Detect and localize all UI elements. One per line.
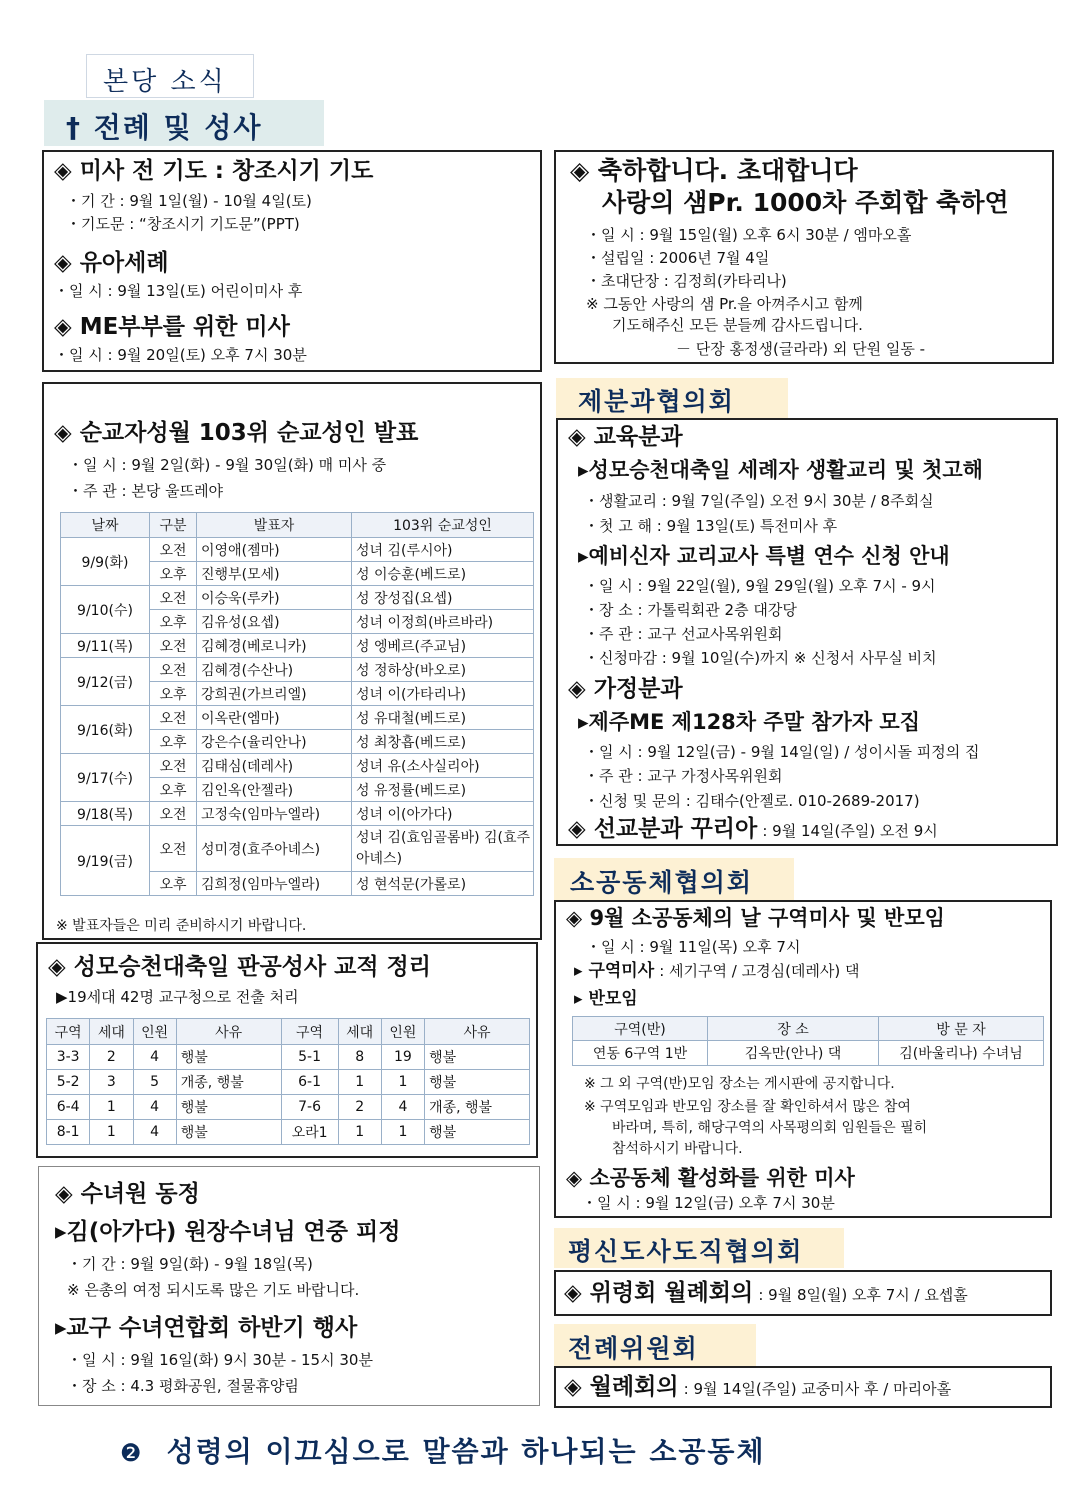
baptism-date: ・일 시 : 9월 13일(토) 어린이미사 후 [54, 282, 303, 300]
col-people: 인원 [133, 1019, 176, 1045]
table-row [47, 1070, 530, 1095]
col-visitor: 방 문 자 [879, 1017, 1044, 1041]
col-presenter: 발표자 [197, 513, 352, 538]
community-note-4: 참석하시기 바랍니다. [612, 1141, 743, 1157]
page-number-icon: ❷ [120, 1439, 142, 1467]
edu-line-6: ・신청마감 : 9월 10일(수)까지 ※ 신청서 사무실 비치 [584, 649, 937, 667]
council-tag-text: 제분과협의회 [578, 387, 735, 416]
cell: 7-6 [281, 1095, 338, 1120]
edu-line-4: ・장 소 : 가톨릭회관 2층 대강당 [584, 601, 797, 619]
liturgy-box [42, 150, 542, 372]
cell: 3-3 [47, 1045, 90, 1070]
row-saint: 성녀 유(소사실리아) [352, 754, 534, 778]
laity-tag [554, 1228, 844, 1268]
cell: 8-1 [47, 1120, 90, 1145]
sisters-item-1-note: ※ 은총의 여정 되시도록 많은 기도 바랍니다. [67, 1281, 360, 1299]
row-saint: 성녀 김(루시아) [352, 538, 534, 562]
row-presenter: 김혜경(수산나) [197, 658, 352, 682]
table-row [47, 1095, 530, 1120]
cell: 개종, 행불 [176, 1070, 281, 1095]
row-saint: 성녀 김(효임골롬바) 김(효주아녜스) [352, 826, 534, 872]
col-area: 구역 [281, 1019, 338, 1045]
cell: 19 [381, 1045, 424, 1070]
table-row [61, 586, 534, 610]
row-saint: 성 엥베르(주교님) [352, 634, 534, 658]
liturgy-committee-tag-text: 전례위원회 [568, 1334, 699, 1363]
community-date: ・일 시 : 9월 11일(목) 오후 7시 [586, 938, 801, 956]
community-mass-label: ▸ 구역미사 [574, 961, 655, 981]
community-mass [574, 960, 860, 983]
row-type: 오후 [150, 562, 197, 586]
congrats-date: ・일 시 : 9월 15일(월) 오후 6시 30분 / 엠마오홀 [586, 226, 912, 244]
mission-date: : 9월 14일(주일) 오전 9시 [762, 822, 938, 840]
row-date: 9/12(금) [61, 658, 150, 706]
cell: 2 [90, 1045, 133, 1070]
family-line-2: ・주 관 : 교구 가정사목위원회 [584, 767, 783, 785]
meeting-table [572, 1016, 1044, 1066]
row-presenter: 고정숙(임마누엘라) [197, 802, 352, 826]
cell: 2 [338, 1095, 381, 1120]
community-note-2: ※ 구역모임과 반모임 장소를 잘 확인하셔서 많은 참여 [584, 1099, 911, 1115]
martyrs-table [60, 512, 534, 896]
assumption-title: ◈ 성모승천대축일 판공성사 교적 정리 [48, 954, 431, 980]
row-saint: 성 정하상(바오로) [352, 658, 534, 682]
sisters-item-1-period: ・기 간 : 9월 9일(화) - 9월 18일(목) [67, 1255, 313, 1273]
row-type: 오후 [150, 872, 197, 896]
col-households: 세대 [338, 1019, 381, 1045]
congrats-note-1: ※ 그동안 사랑의 샘 Pr.을 아껴주시고 함께 [586, 295, 863, 313]
cell: 1 [90, 1120, 133, 1145]
col-area: 구역(반) [573, 1017, 708, 1041]
row-type: 오전 [150, 802, 197, 826]
community-title: ◈ 9월 소공동체의 날 구역미사 및 반모임 [566, 906, 945, 930]
col-saint: 103위 순교성인 [352, 513, 534, 538]
assumption-box [36, 942, 538, 1158]
mission-title: ◈ 선교분과 꾸리아 [568, 816, 758, 842]
edu-title: ◈ 교육분과 [568, 424, 683, 450]
cell: 1 [338, 1120, 381, 1145]
cell: 오라1 [281, 1120, 338, 1145]
community-tag-text: 소공동체협의회 [570, 868, 754, 897]
row-type: 오후 [150, 778, 197, 802]
council-box [556, 418, 1058, 846]
community-box [554, 900, 1052, 1218]
row-saint: 성 이승훈(베드로) [352, 562, 534, 586]
col-type: 구분 [150, 513, 197, 538]
cell: 4 [381, 1095, 424, 1120]
col-place: 장 소 [708, 1017, 879, 1041]
table-row [61, 706, 534, 730]
cell: 1 [90, 1095, 133, 1120]
row-presenter: 김혜경(베로니카) [197, 634, 352, 658]
row-presenter: 김희정(임마누엘라) [197, 872, 352, 896]
col-area: 구역 [47, 1019, 90, 1045]
cell: 행불 [176, 1095, 281, 1120]
row-presenter: 이옥란(엠마) [197, 706, 352, 730]
row-saint: 성 현석문(가롤로) [352, 872, 534, 896]
footer-motto: 성령의 이끄심으로 말씀과 하나되는 소공동체 [166, 1435, 766, 1468]
family-sub: ▸제주ME 제128차 주말 참가자 모집 [578, 710, 921, 734]
row-date: 9/9(화) [61, 538, 150, 586]
row-type: 오전 [150, 754, 197, 778]
category-text: † 전례 및 성사 [66, 111, 263, 144]
congrats-note-2: 기도해주신 모든 분들께 감사드립니다. [612, 316, 863, 334]
cell: 1 [381, 1070, 424, 1095]
row-date: 9/10(수) [61, 586, 150, 634]
cell: 8 [338, 1045, 381, 1070]
edu-sub-2: ▸예비신자 교리교사 특별 연수 신청 안내 [578, 544, 950, 568]
cell: 연동 6구역 1반 [573, 1041, 708, 1066]
row-date: 9/18(목) [61, 802, 150, 826]
sisters-title: ◈ 수녀원 동정 [55, 1181, 200, 1207]
edu-line-2: ・첫 고 해 : 9월 13일(토) 특전미사 후 [584, 517, 838, 535]
cell: 3 [90, 1070, 133, 1095]
category-tag [44, 100, 324, 146]
community-meeting-label: ▸ 반모임 [574, 989, 638, 1009]
congrats-subtitle: 사랑의 샘Pr. 1000차 주회합 축하연 [602, 188, 1009, 217]
congrats-title: ◈ 축하합니다. 초대합니다 [570, 156, 858, 185]
edu-line-1: ・생활교리 : 9월 7일(주일) 오전 9시 30분 / 8주회실 [584, 492, 934, 510]
community-note-1: ※ 그 외 구역(반)모임 장소는 게시판에 공지합니다. [584, 1076, 895, 1092]
liturgy-committee-text: : 9월 14일(주일) 교중미사 후 / 마리아홀 [683, 1380, 952, 1398]
row-type: 오후 [150, 682, 197, 706]
prayer-period: ・기 간 : 9월 1일(월) - 10월 4일(토) [66, 192, 312, 210]
edu-line-5: ・주 관 : 교구 선교사목위원회 [584, 625, 783, 643]
table-row [61, 634, 534, 658]
congrats-sign: － 단장 홍정생(글라라) 외 단원 일동 - [676, 340, 926, 358]
table-row [47, 1120, 530, 1145]
sisters-item-1: ▸김(아가다) 원장수녀님 연중 피정 [55, 1219, 401, 1245]
laity-text: : 9월 8일(월) 오후 7시 / 요셉홀 [758, 1286, 968, 1304]
congrats-founded: ・설립일 : 2006년 7월 4일 [586, 249, 770, 267]
martyrs-title: ◈ 순교자성월 103위 순교성인 발표 [54, 420, 419, 446]
row-presenter: 김인옥(안젤라) [197, 778, 352, 802]
liturgy-committee-tag [554, 1324, 756, 1366]
cell: 4 [133, 1045, 176, 1070]
cell: 6-1 [281, 1070, 338, 1095]
community-note-3: 바라며, 특히, 해당구역의 사목평의회 임원들은 필히 [612, 1120, 928, 1136]
congrats-leader: ・초대단장 : 김정희(카타리나) [586, 272, 787, 290]
row-saint: 성녀 이(아가다) [352, 802, 534, 826]
family-line-3: ・신청 및 문의 : 김태수(안젤로. 010-2689-2017) [584, 792, 920, 810]
row-saint: 성 장성집(요셉) [352, 586, 534, 610]
row-date: 9/17(수) [61, 754, 150, 802]
sisters-item-2: ▸교구 수녀연합회 하반기 행사 [55, 1315, 358, 1341]
edu-sub-1: ▸성모승천대축일 세례자 생활교리 및 첫고해 [578, 458, 983, 482]
col-households: 세대 [90, 1019, 133, 1045]
row-type: 오후 [150, 730, 197, 754]
congrats-box [554, 150, 1054, 364]
table-row [61, 826, 534, 872]
cell: 4 [133, 1120, 176, 1145]
cell: 1 [381, 1120, 424, 1145]
baptism-title: ◈ 유아세례 [54, 250, 169, 276]
cell: 4 [133, 1095, 176, 1120]
laity-tag-text: 평신도사도직협의회 [568, 1237, 804, 1266]
cell: 김(바울리나) 수녀님 [879, 1041, 1044, 1066]
martyrs-date: ・일 시 : 9월 2일(화) - 9월 30일(화) 매 미사 중 [68, 456, 387, 474]
col-people: 인원 [381, 1019, 424, 1045]
prayer-title: ◈ 미사 전 기도 : 창조시기 기도 [54, 158, 374, 184]
row-presenter: 이영애(젬마) [197, 538, 352, 562]
row-type: 오전 [150, 538, 197, 562]
family-line-1: ・일 시 : 9월 12일(금) - 9월 14일(일) / 성이시돌 피정의 집 [584, 743, 980, 761]
sisters-item-2-date: ・일 시 : 9월 16일(화) 9시 30분 - 15시 30분 [67, 1351, 373, 1369]
family-title: ◈ 가정분과 [568, 676, 683, 702]
laity-title: ◈ 위령회 월례회의 [564, 1280, 754, 1306]
mission-line [568, 814, 938, 844]
row-presenter: 강은수(율리안나) [197, 730, 352, 754]
cell: 6-4 [47, 1095, 90, 1120]
row-presenter: 김유성(요셉) [197, 610, 352, 634]
cell: 행불 [425, 1070, 530, 1095]
community-mass-text: : 세기구역 / 고경심(데레사) 댁 [659, 962, 860, 980]
row-type: 오전 [150, 658, 197, 682]
col-reason: 사유 [425, 1019, 530, 1045]
sisters-box [38, 1166, 540, 1406]
sisters-item-2-place: ・장 소 : 4.3 평화공원, 절물휴양림 [67, 1377, 299, 1395]
liturgy-committee-title: ◈ 월례회의 [564, 1374, 679, 1400]
liturgy-committee-line [564, 1372, 951, 1402]
table-row [573, 1041, 1044, 1066]
cell: 행불 [176, 1045, 281, 1070]
row-saint: 성 유대철(베드로) [352, 706, 534, 730]
me-date: ・일 시 : 9월 20일(토) 오후 7시 30분 [54, 346, 307, 364]
row-presenter: 성미경(효주아녜스) [197, 826, 352, 872]
cell: 1 [338, 1070, 381, 1095]
table-row [61, 538, 534, 562]
community-mass-title: ◈ 소공동체 활성화를 위한 미사 [566, 1166, 855, 1190]
liturgy-committee-box [554, 1366, 1052, 1408]
laity-box [554, 1270, 1052, 1316]
martyrs-host: ・주 관 : 본당 울뜨레야 [68, 482, 224, 500]
row-saint: 성 유정률(베드로) [352, 778, 534, 802]
row-presenter: 이승욱(루카) [197, 586, 352, 610]
row-saint: 성녀 이정희(바르바라) [352, 610, 534, 634]
cell: 김옥만(안나) 댁 [708, 1041, 879, 1066]
row-type: 오전 [150, 634, 197, 658]
row-type: 오전 [150, 706, 197, 730]
prayer-text: ・기도문 : “창조시기 기도문”(PPT) [66, 215, 300, 233]
community-mass-date: ・일 시 : 9월 12일(금) 오후 7시 30분 [582, 1194, 835, 1212]
cell: 5-1 [281, 1045, 338, 1070]
cell: 행불 [425, 1120, 530, 1145]
row-presenter: 김태심(데레사) [197, 754, 352, 778]
cell: 개종, 행불 [425, 1095, 530, 1120]
me-title: ◈ ME부부를 위한 미사 [54, 314, 290, 340]
footer [120, 1430, 766, 1470]
row-date: 9/19(금) [61, 826, 150, 896]
row-type: 오전 [150, 826, 197, 872]
row-type: 오후 [150, 610, 197, 634]
col-reason: 사유 [176, 1019, 281, 1045]
row-presenter: 진행부(모세) [197, 562, 352, 586]
assumption-table [46, 1018, 530, 1145]
cell: 5-2 [47, 1070, 90, 1095]
edu-line-3: ・일 시 : 9월 22일(월), 9월 29일(월) 오후 7시 - 9시 [584, 577, 936, 595]
row-saint: 성녀 이(가타리나) [352, 682, 534, 706]
cell: 행불 [425, 1045, 530, 1070]
assumption-sub: ▶19세대 42명 교구청으로 전출 처리 [56, 988, 299, 1006]
table-row [61, 658, 534, 682]
martyrs-box [42, 382, 542, 940]
cell: 행불 [176, 1120, 281, 1145]
row-presenter: 강희권(가브리엘) [197, 682, 352, 706]
col-date: 날짜 [61, 513, 150, 538]
row-date: 9/16(화) [61, 706, 150, 754]
table-row [61, 754, 534, 778]
table-row [47, 1045, 530, 1070]
row-type: 오전 [150, 586, 197, 610]
laity-line [564, 1278, 968, 1308]
council-tag [556, 378, 788, 418]
cell: 5 [133, 1070, 176, 1095]
martyrs-note: ※ 발표자들은 미리 준비하시기 바랍니다. [56, 918, 307, 934]
section-title [86, 54, 254, 98]
row-saint: 성 최창흡(베드로) [352, 730, 534, 754]
community-tag [554, 858, 794, 900]
row-date: 9/11(목) [61, 634, 150, 658]
section-title-text: 본당 소식 [103, 67, 227, 97]
table-row [61, 802, 534, 826]
